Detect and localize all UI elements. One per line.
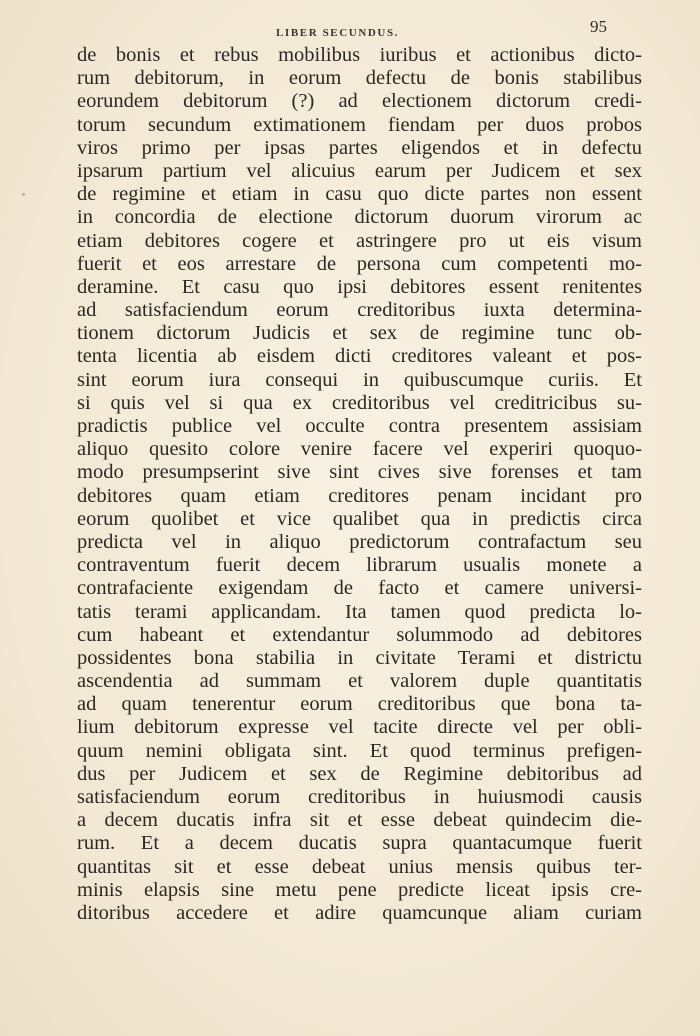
text-line: viros primo per ipsas partes eligendos et in defectu — [77, 136, 642, 159]
text-line: ascendentia ad summam et valorem duple quantitatis — [77, 670, 642, 693]
text-line: in concordia de electione dictorum duorum virorum ac — [77, 206, 642, 229]
text-line: ipsarum partium vel alicuius earum per Judicem et sex — [77, 159, 642, 182]
text-line: lium debitorum expresse vel tacite directe vel per obli- — [77, 716, 642, 739]
text-line: pradictis publice vel occulte contra presentem assisiam — [77, 415, 642, 437]
text-line: modo presumpserint sive sint cives sive forenses et tam — [77, 461, 642, 484]
margin-speck — [22, 193, 25, 196]
text-line: quantitas sit et esse debeat unius mensis quibus ter- — [77, 855, 642, 878]
page-number: 95 — [590, 17, 607, 36]
text-line: contrafaciente exigendam de facto et camere universi- — [77, 577, 642, 600]
text-line: torum secundum extimationem fiendam per duos probos — [77, 113, 642, 136]
text-line: ad quam tenerentur eorum creditoribus que bona ta- — [77, 693, 642, 716]
text-line: rum debitorum, in eorum defectu de bonis stabilibus — [77, 67, 642, 90]
text-line: tatis terami applicandam. Ita tamen quod predicta lo- — [77, 600, 642, 623]
text-line: contraventum fuerit decem librarum usualis monete a — [77, 554, 642, 577]
text-line: cum habeant et extendantur solummodo ad debitores — [77, 623, 642, 646]
text-line: sint eorum iura consequi in quibuscumque curiis. Et — [77, 368, 642, 391]
body-text — [77, 44, 642, 925]
text-line: etiam debitores cogere et astringere pro ut eis visum — [77, 229, 642, 252]
text-line: ditoribus accedere et adire quamcunque aliam curiam — [77, 901, 642, 924]
text-line: de regimine et etiam in casu quo dicte partes non essent — [77, 183, 642, 206]
running-head: LIBER SECUNDUS. — [276, 27, 400, 39]
text-line: si quis vel si qua ex creditoribus vel creditricibus su- — [77, 391, 642, 414]
text-line: eorum quolibet et vice qualibet qua in predictis circa — [77, 507, 642, 530]
text-line: satisfaciendum eorum creditoribus in huiusmodi causis — [77, 786, 642, 808]
text-line: de bonis et rebus mobilibus iuribus et actionibus dicto- — [77, 44, 642, 66]
text-line: tenta licentia ab eisdem dicti creditores valeant et pos- — [77, 345, 642, 368]
text-line: ad satisfaciendum eorum creditoribus iuxta determina- — [77, 299, 642, 322]
text-line: deramine. Et casu quo ipsi debitores essent renitentes — [77, 275, 642, 298]
text-line: minis elapsis sine metu pene predicte liceat ipsis cre- — [77, 878, 642, 901]
text-line: eorundem debitorum (?) ad electionem dictorum credi- — [77, 90, 642, 113]
text-line: dus per Judicem et sex de Regimine debitoribus ad — [77, 762, 642, 785]
text-line: quum nemini obligata sint. Et quod terminus prefigen- — [77, 739, 642, 762]
text-line: predicta vel in aliquo predictorum contrafactum seu — [77, 530, 642, 553]
text-line: debitores quam etiam creditores penam incidant pro — [77, 484, 642, 507]
text-line: aliquo quesito colore venire facere vel experiri quoquo- — [77, 438, 642, 461]
text-line: rum. Et a decem ducatis supra quantacumque fuerit — [77, 832, 642, 855]
text-line: fuerit et eos arrestare de persona cum competenti mo- — [77, 252, 642, 275]
text-line: a decem ducatis infra sit et esse debeat quindecim die- — [77, 809, 642, 832]
text-line: tionem dictorum Judicis et sex de regimine tunc ob- — [77, 322, 642, 345]
text-line: possidentes bona stabilia in civitate Terami et districtu — [77, 646, 642, 669]
